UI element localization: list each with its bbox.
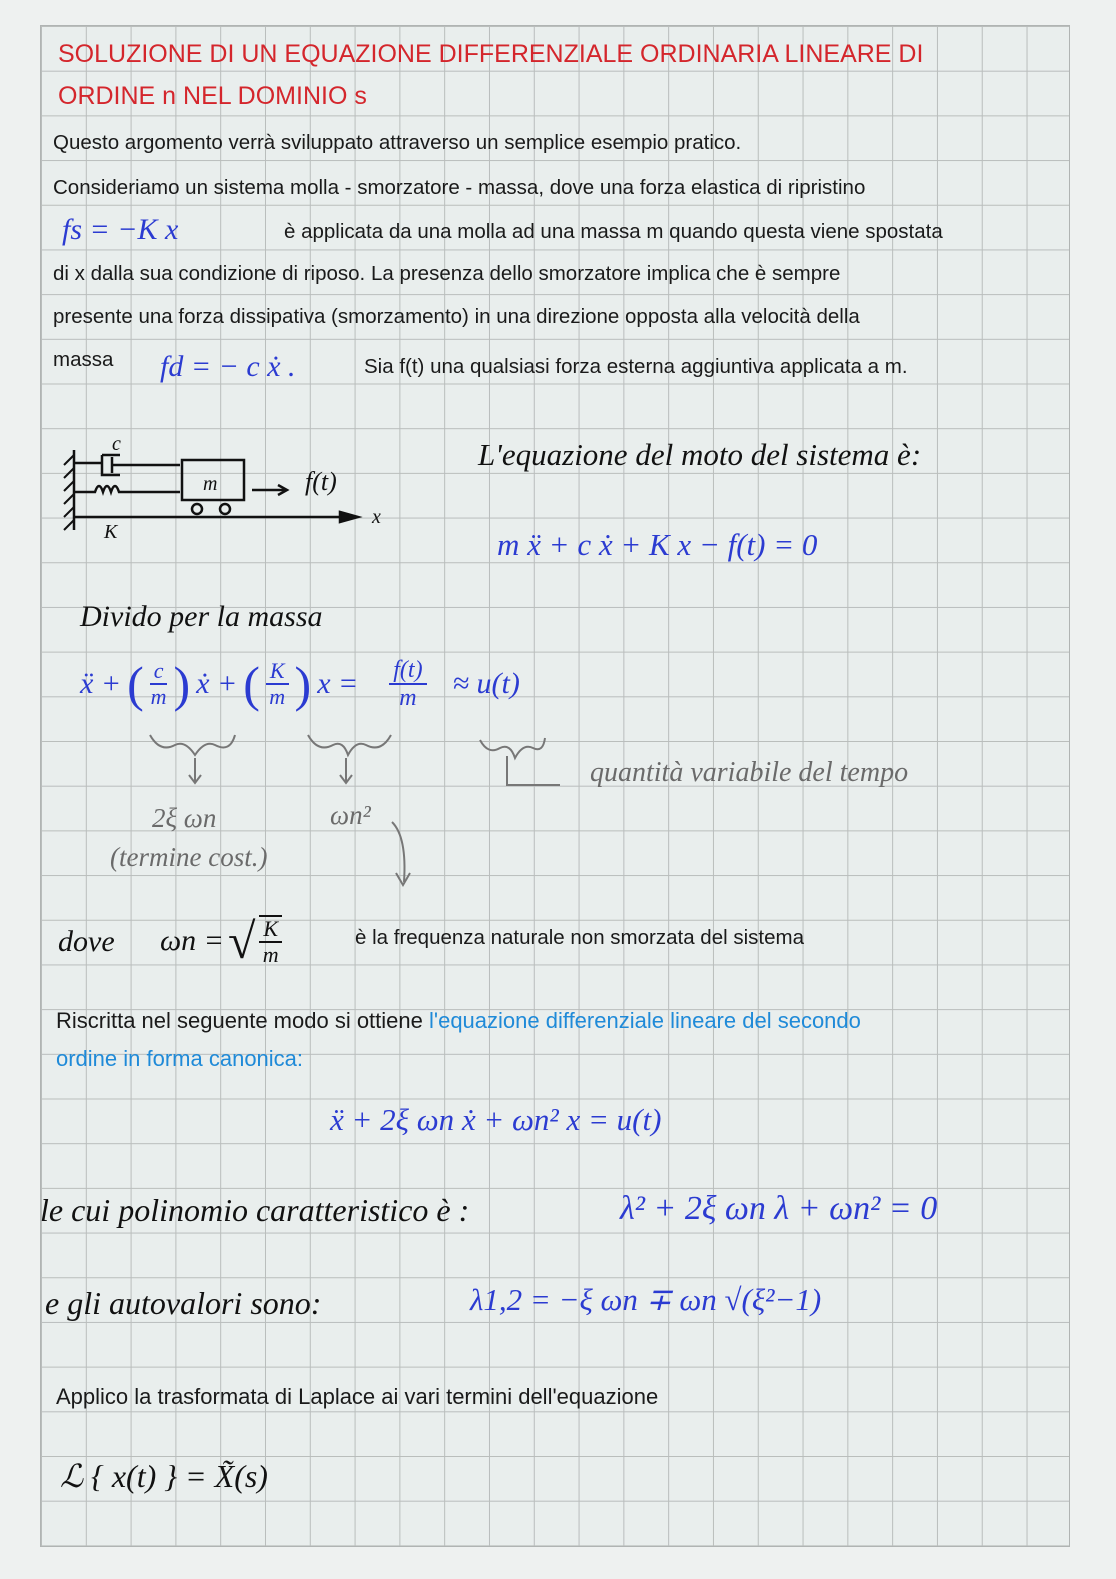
motion-label: L'equazione del moto del sistema è: <box>478 437 922 472</box>
eq-m2: m <box>269 684 286 709</box>
damping-force-formula: fd = − c ẋ . <box>160 350 296 383</box>
mass-label: m <box>203 473 218 495</box>
wn-k: K <box>259 917 282 943</box>
time-variable-note: quantità variabile del tempo <box>590 757 909 788</box>
rewrite-lead: Riscritta nel seguente modo si ottiene <box>56 1008 423 1033</box>
canonical-form-highlight-1: l'equazione differenziale lineare del secondo <box>429 1008 861 1033</box>
constant-term-note: (termine cost.) <box>110 842 268 872</box>
eq-xdd: ẍ + <box>80 667 122 700</box>
characteristic-polynomial: λ² + 2ξ ωn λ + ωn² = 0 <box>620 1190 938 1227</box>
damping-term: 2ξ ωn <box>152 803 217 833</box>
spring-force-formula: fs = −K x <box>62 213 179 246</box>
wn-m: m <box>262 942 279 967</box>
eq-x: x = <box>317 667 359 700</box>
motion-equation: m ẍ + c ẋ + K x − f(t) = 0 <box>497 527 818 562</box>
wn-label: ωn = <box>160 924 224 957</box>
eq-m3: m <box>399 685 417 711</box>
normalized-equation: ẍ + ( $\frac{c}{m}$ ) ẋ + ( $\frac{K}{m}$ ) x = $\frac{f(t)}{m}$ ≈ u(t) <box>80 656 520 712</box>
eq-u: ≈ u(t) <box>452 667 520 700</box>
eq-ft: f(t) <box>389 657 426 685</box>
poly-label: le cui polinomio caratteristico è : <box>40 1192 470 1228</box>
intro-p1: Questo argomento verrà sviluppato attraverso un semplice esempio pratico. <box>53 131 742 154</box>
eq-c: c <box>150 659 168 685</box>
damper-label: c <box>112 433 121 455</box>
spring-label: K <box>104 521 118 543</box>
mass-spring-damper-diagram <box>60 430 400 545</box>
laplace-equation: ℒ { x(t) } = X̃(s) <box>60 1458 268 1494</box>
laplace-text: Applico la trasformata di Laplace ai vari termini dell'equazione <box>56 1384 659 1409</box>
rewrite-text <box>56 1008 861 1034</box>
natural-freq-squared: ωn² <box>330 800 371 830</box>
intro-p6: massa <box>53 348 114 371</box>
divide-label: Divido per la massa <box>80 600 323 633</box>
eq-m1: m <box>150 684 167 709</box>
intro-p4: di x dalla sua condizione di riposo. La presenza dello smorzatore implica che è sempre <box>53 262 841 285</box>
intro-p5: presente una forza dissipativa (smorzamento) in una direzione opposta alla velocità della <box>53 305 860 328</box>
eq-xd: ẋ + <box>196 667 238 700</box>
intro-p3: è applicata da una molla ad una massa m quando questa viene spostata <box>284 220 943 243</box>
intro-p7: Sia f(t) una qualsiasi forza esterna aggiuntiva applicata a m. <box>364 355 908 378</box>
doc-title-line1: SOLUZIONE DI UN EQUAZIONE DIFFERENZIALE ORDINARIA LINEARE DI <box>58 40 924 68</box>
eigenvalues: λ1,2 = −ξ ωn ∓ ωn √(ξ²−1) <box>470 1282 822 1317</box>
doc-title-line2: ORDINE n NEL DOMINIO s <box>58 82 367 110</box>
x-axis-label: x <box>372 506 381 528</box>
eigen-label: e gli autovalori sono: <box>45 1285 322 1321</box>
eq-k: K <box>266 659 289 685</box>
force-label: f(t) <box>305 467 337 496</box>
natural-frequency-formula: ωn = √ $\frac{K}{m}$ <box>160 912 282 970</box>
canonical-equation: ẍ + 2ξ ωn ẋ + ωn² x = u(t) <box>330 1102 662 1137</box>
natural-frequency-text: è la frequenza naturale non smorzata del sistema <box>355 926 804 949</box>
intro-p2: Consideriamo un sistema molla - smorzatore - massa, dove una forza elastica di ripristino <box>53 176 866 199</box>
canonical-form-highlight-2: ordine in forma canonica: <box>56 1046 304 1071</box>
dove-label: dove <box>58 925 115 958</box>
